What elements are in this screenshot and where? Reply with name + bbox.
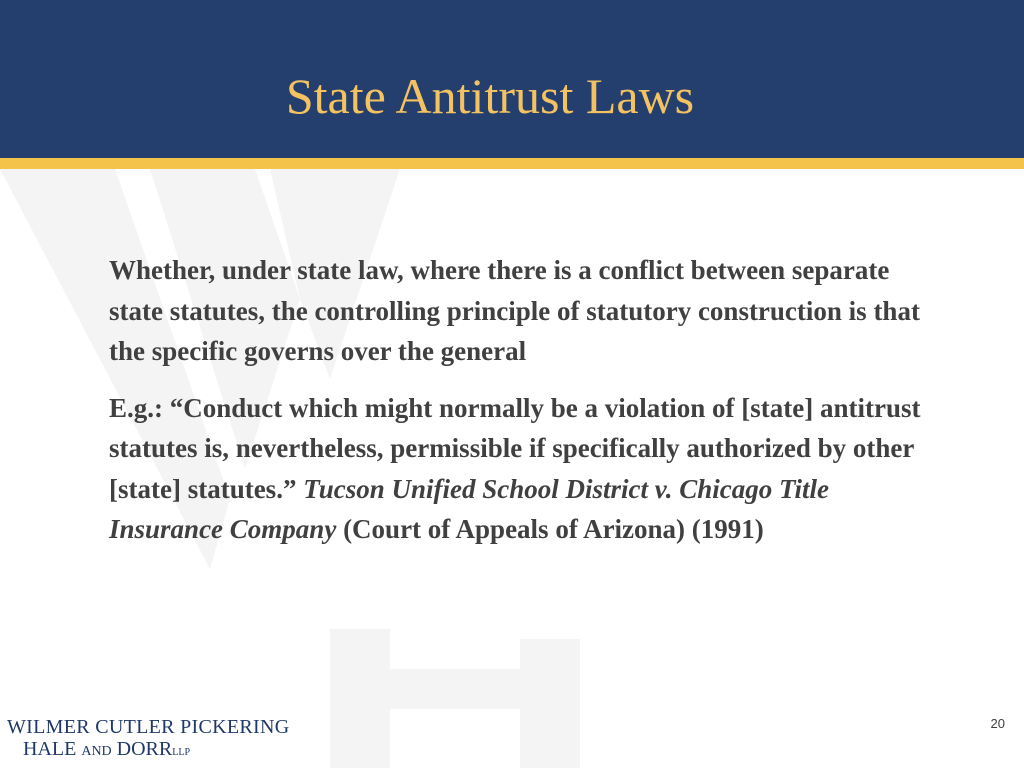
slide-body [109, 250, 949, 566]
court-citation: (Court of Appeals of Arizona) (1991) [336, 514, 764, 544]
title-bar-rule [0, 158, 1024, 169]
page-number: 20 [990, 716, 1005, 731]
logo-line-1: WILMER CUTLER PICKERING [7, 716, 290, 738]
logo-line-2: HALE AND DORRLLP [23, 738, 191, 760]
slide-title: State Antitrust Laws [285, 68, 695, 124]
body-paragraph-2 [109, 388, 949, 550]
firm-logo [7, 716, 290, 760]
body-paragraph-1: Whether, under state law, where there is a conflict between separate state statutes, the controlling principle of statutory construction is that the specific governs over the general [109, 255, 920, 366]
case-citation: Tucson Unified School District v. Chicago Title Insurance Company [109, 473, 829, 544]
quote-text: E.g.: “Conduct which might normally be a violation of [state] antitrust statutes is, nevertheless, permissible if specifically authorized by other [state] statutes.” [109, 392, 921, 504]
